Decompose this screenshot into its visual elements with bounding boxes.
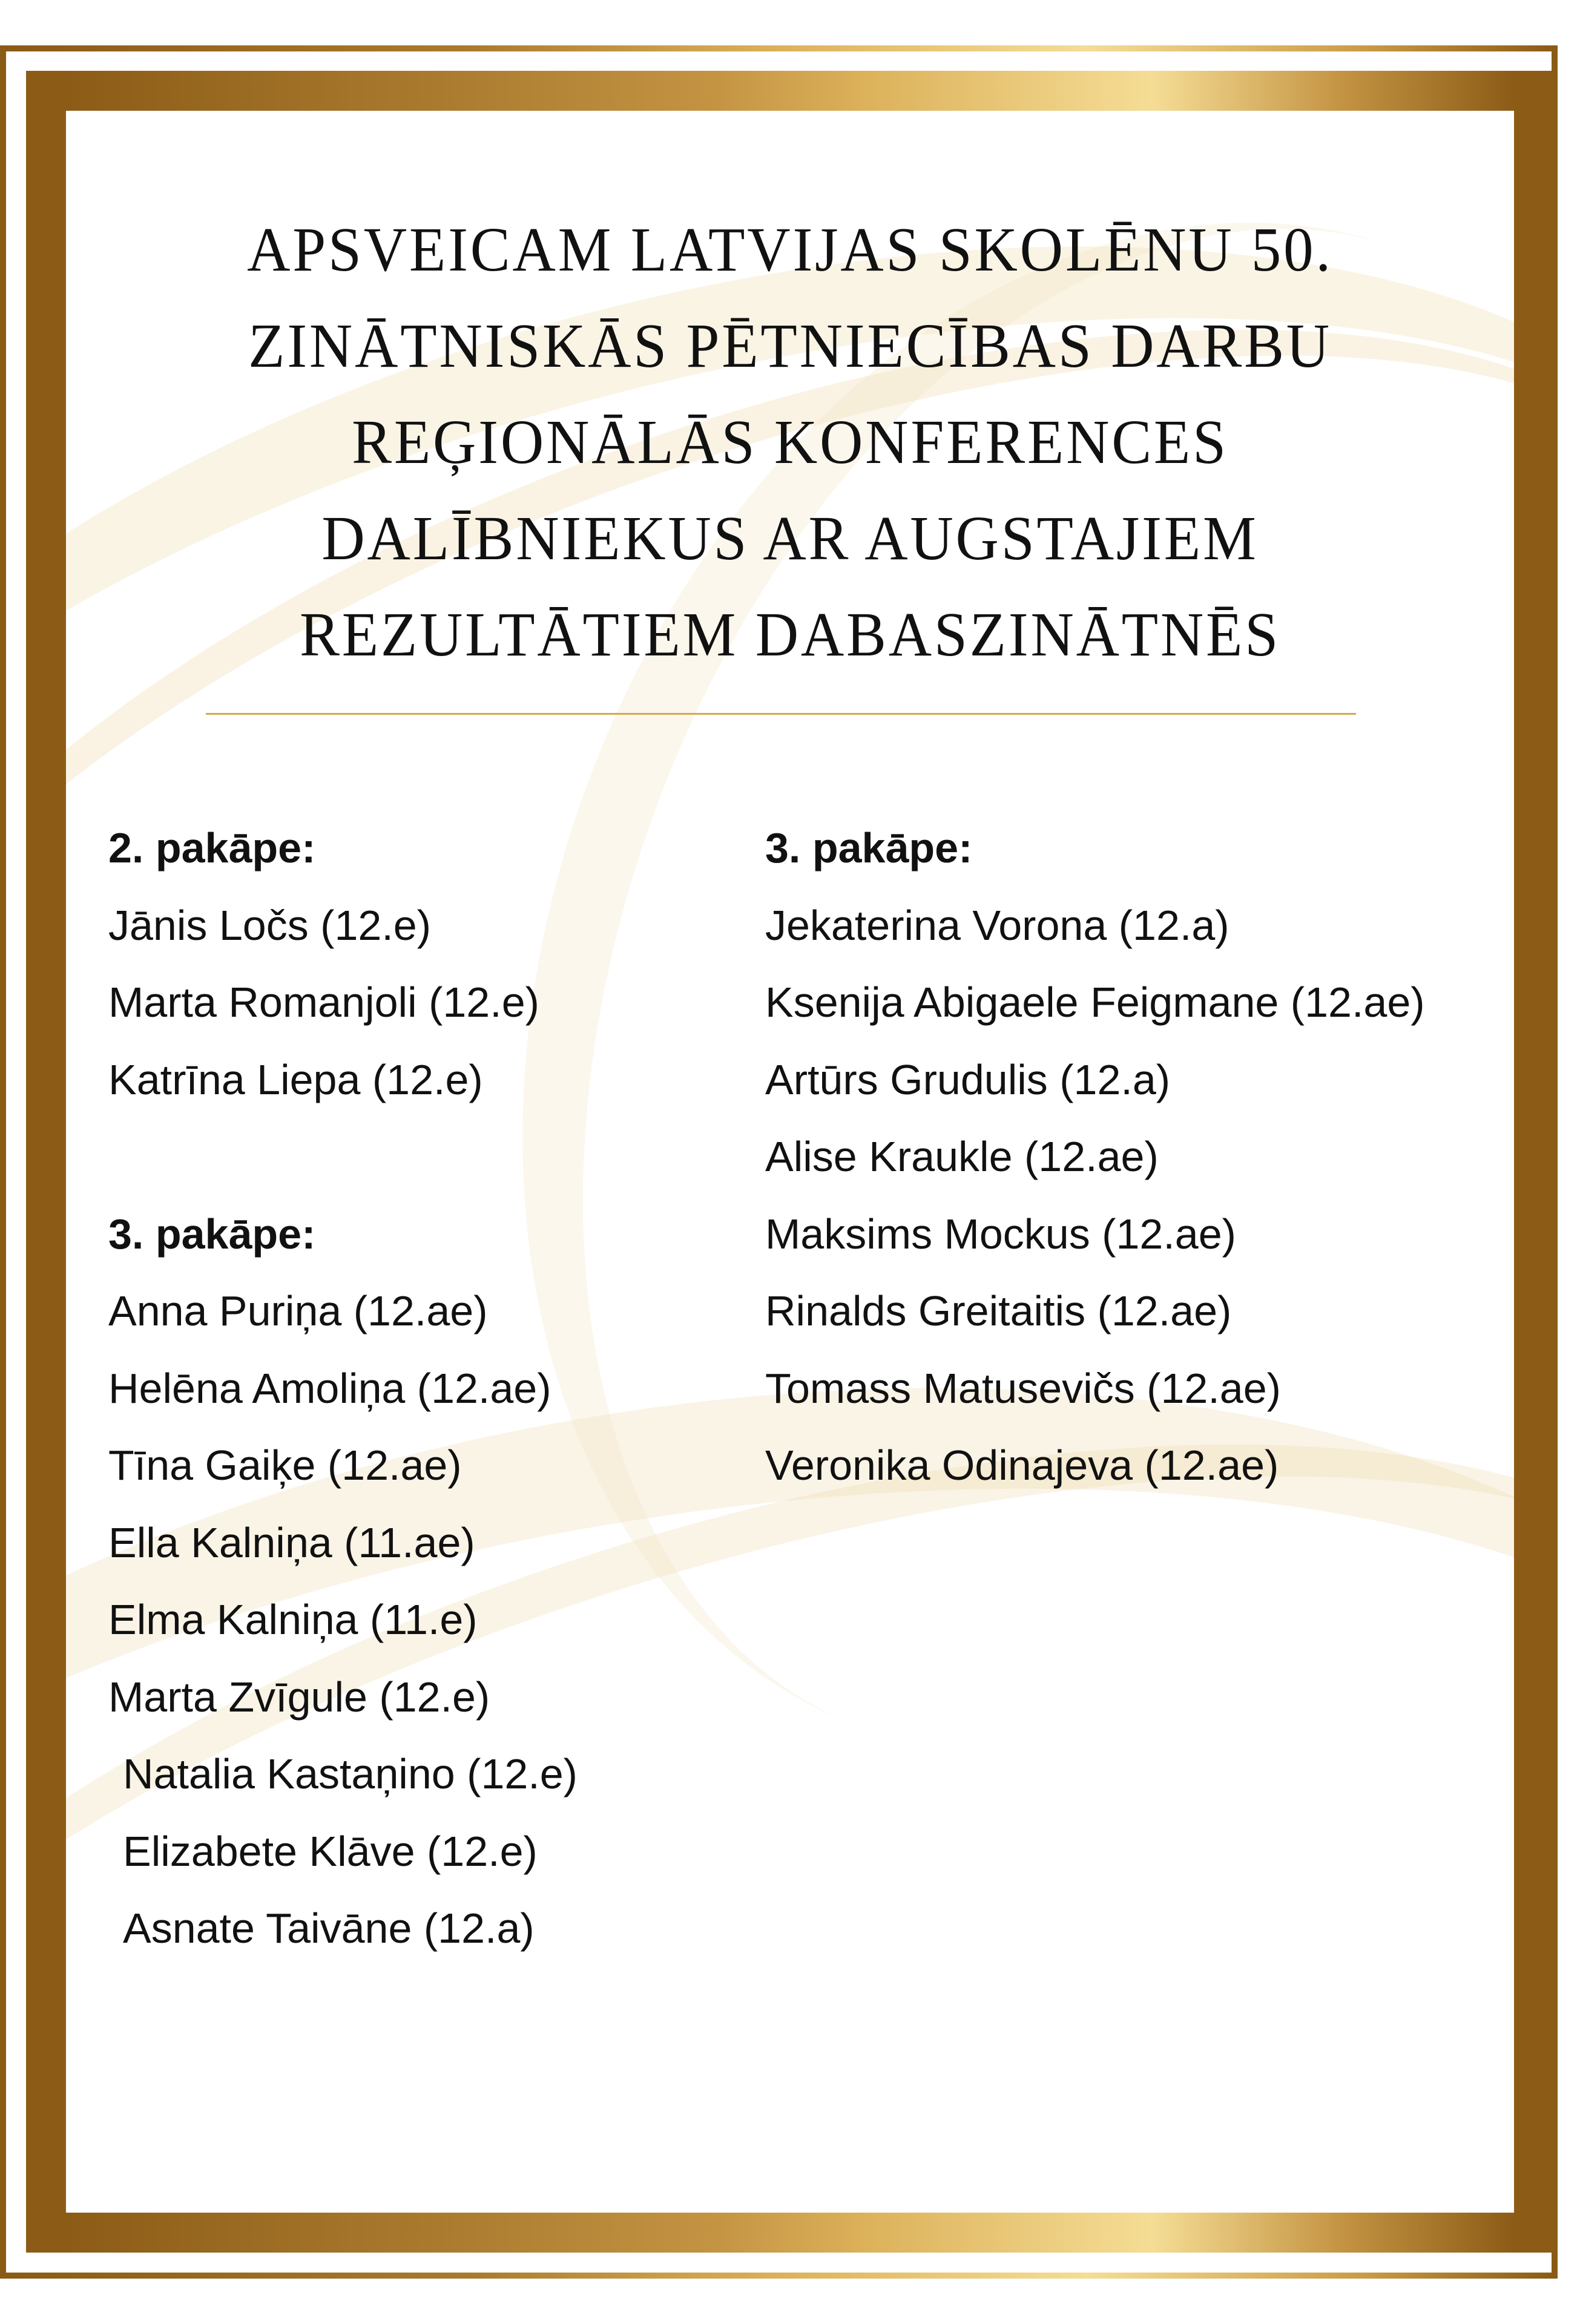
list-item: Katrīna Liepa (12.e): [108, 1055, 483, 1103]
list-item: Ksenija Abigaele Feigmane (12.ae): [765, 979, 1425, 1026]
group-heading: 2. pakāpe:: [108, 824, 316, 872]
page-title: [66, 202, 1514, 683]
group-heading: 3. pakāpe:: [108, 1210, 316, 1258]
list-item: Helēna Amoliņa (12.ae): [108, 1364, 551, 1412]
list-item: Alise Kraukle (12.ae): [765, 1133, 1159, 1180]
title-line-1: APSVEICAM LATVIJAS SKOLĒNU 50.: [247, 215, 1333, 284]
list-item: Artūrs Grudulis (12.a): [765, 1055, 1171, 1103]
left-column: [108, 810, 578, 1968]
list-item: Asnate Taivāne (12.a): [123, 1905, 535, 1952]
list-item: Elma Kalniņa (11.e): [108, 1596, 478, 1643]
list-item: Marta Zvīgule (12.e): [108, 1673, 490, 1721]
list-item: Rinalds Greitaitis (12.ae): [765, 1287, 1232, 1334]
list-item: Jekaterina Vorona (12.a): [765, 901, 1229, 949]
list-item: Marta Romanjoli (12.e): [108, 979, 539, 1026]
list-item: Veronika Odinajeva (12.ae): [765, 1442, 1279, 1489]
title-line-3: REĢIONĀLĀS KONFERENCES: [352, 407, 1228, 477]
list-item: Natalia Kastaņino (12.e): [123, 1750, 578, 1797]
group-spacer: [108, 1118, 578, 1196]
list-item: Elizabete Klāve (12.e): [123, 1827, 538, 1875]
right-column: [765, 810, 1504, 1505]
certificate-paper: [66, 111, 1514, 2213]
title-line-5: REZULTĀTIEM DABASZINĀTNĒS: [300, 600, 1280, 669]
group-3rd-degree: [108, 1196, 578, 1968]
list-item: Maksims Mockus (12.ae): [765, 1210, 1236, 1258]
list-item: Jānis Ločs (12.e): [108, 901, 432, 949]
list-item: Tīna Gaiķe (12.ae): [108, 1442, 462, 1489]
group-heading: 3. pakāpe:: [765, 824, 973, 872]
group-2nd-degree: [108, 810, 578, 1118]
list-item: Ella Kalniņa (11.ae): [108, 1518, 475, 1566]
group-3rd-degree: [765, 810, 1504, 1505]
title-line-2: ZINĀTNISKĀS PĒTNIECĪBAS DARBU: [248, 311, 1332, 381]
title-divider: [206, 713, 1356, 715]
title-line-4: DALĪBNIEKUS AR AUGSTAJIEM: [321, 504, 1259, 573]
list-item: Anna Puriņa (12.ae): [108, 1287, 488, 1334]
list-item: Tomass Matusevičs (12.ae): [765, 1364, 1281, 1412]
